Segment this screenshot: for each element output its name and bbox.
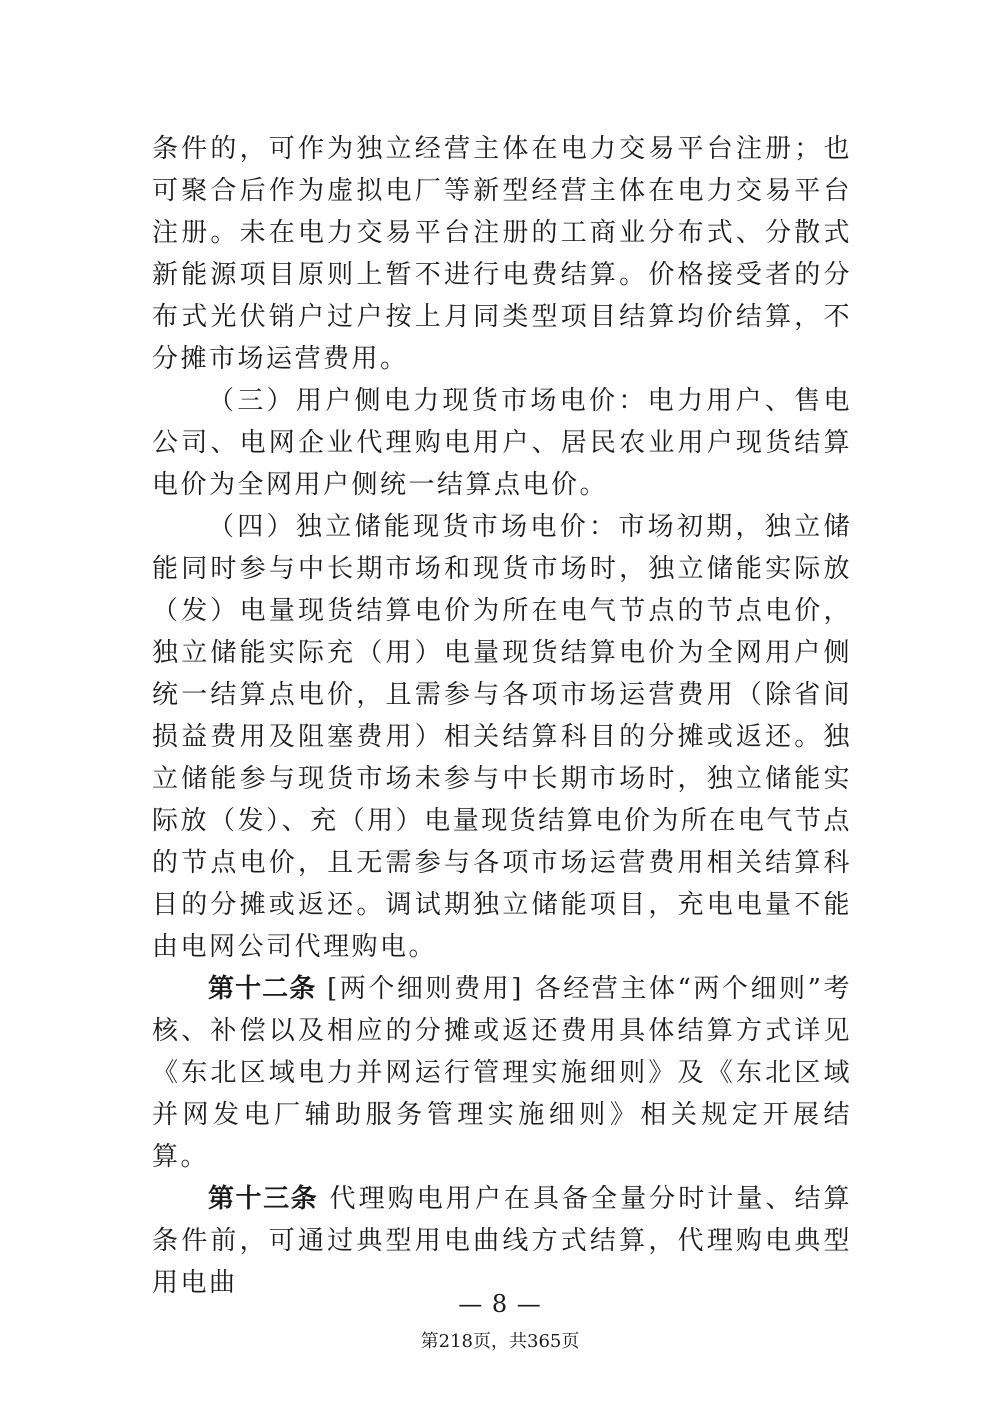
paragraph-continuation: 条件的，可作为独立经营主体在电力交易平台注册；也可聚合后作为虚拟电厂等新型经营主体在电力交易平台注册。未在电力交易平台注册的工商业分布式、分散式新能源项目原则上暂不进行电费结算。价格接受者的分布式光伏销户过户按上月同类型项目结算均价结算，不分摊市场运营费用。 <box>152 134 852 374</box>
page-number: — 8 — <box>458 1290 542 1318</box>
article-13-text: 代理购电用户在具备全量分时计量、结算条件前，可通过典型用电曲线方式结算，代理购电典型用电曲 <box>152 1184 852 1298</box>
paragraph-storage-price: （四）独立储能现货市场电价：市场初期，独立储能同时参与中长期市场和现货市场时，独立储能实际放（发）电量现货结算电价为所在电气节点的节点电价，独立储能实际充（用）电量现货结算电价为全网用户侧统一结算点电价，且需参与各项市场运营费用（除省间损益费用及阻塞费用）相关结算科目的分摊或返还。独立储能参与现货市场未参与中长期市场时，独立储能实际放（发）、充（用）电量现货结算电价为所在电气节点的节点电价，且无需参与各项市场运营费用相关结算科目的分摊或返还。调试期独立储能项目，充电电量不能由电网公司代理购电。 <box>152 512 852 962</box>
article-12-text: [两个细则费用] 各经营主体“两个细则”考核、补偿以及相应的分摊或返还费用具体结算方式详见《东北区域电力并网运行管理实施细则》及《东北区域并网发电厂辅助服务管理实施细则》相关规定开展结算。 <box>152 974 852 1172</box>
paragraph-user-side-price: （三）用户侧电力现货市场电价：电力用户、售电公司、电网企业代理购电用户、居民农业用户现货结算电价为全网用户侧统一结算点电价。 <box>152 386 852 500</box>
article-12-heading: 第十二条 <box>208 974 317 1004</box>
page-footer: 第218页，共365页 <box>420 1331 580 1352</box>
article-13 <box>152 1178 852 1304</box>
document-body <box>152 128 852 1304</box>
article-13-heading: 第十三条 <box>208 1184 319 1214</box>
article-12 <box>152 968 852 1178</box>
